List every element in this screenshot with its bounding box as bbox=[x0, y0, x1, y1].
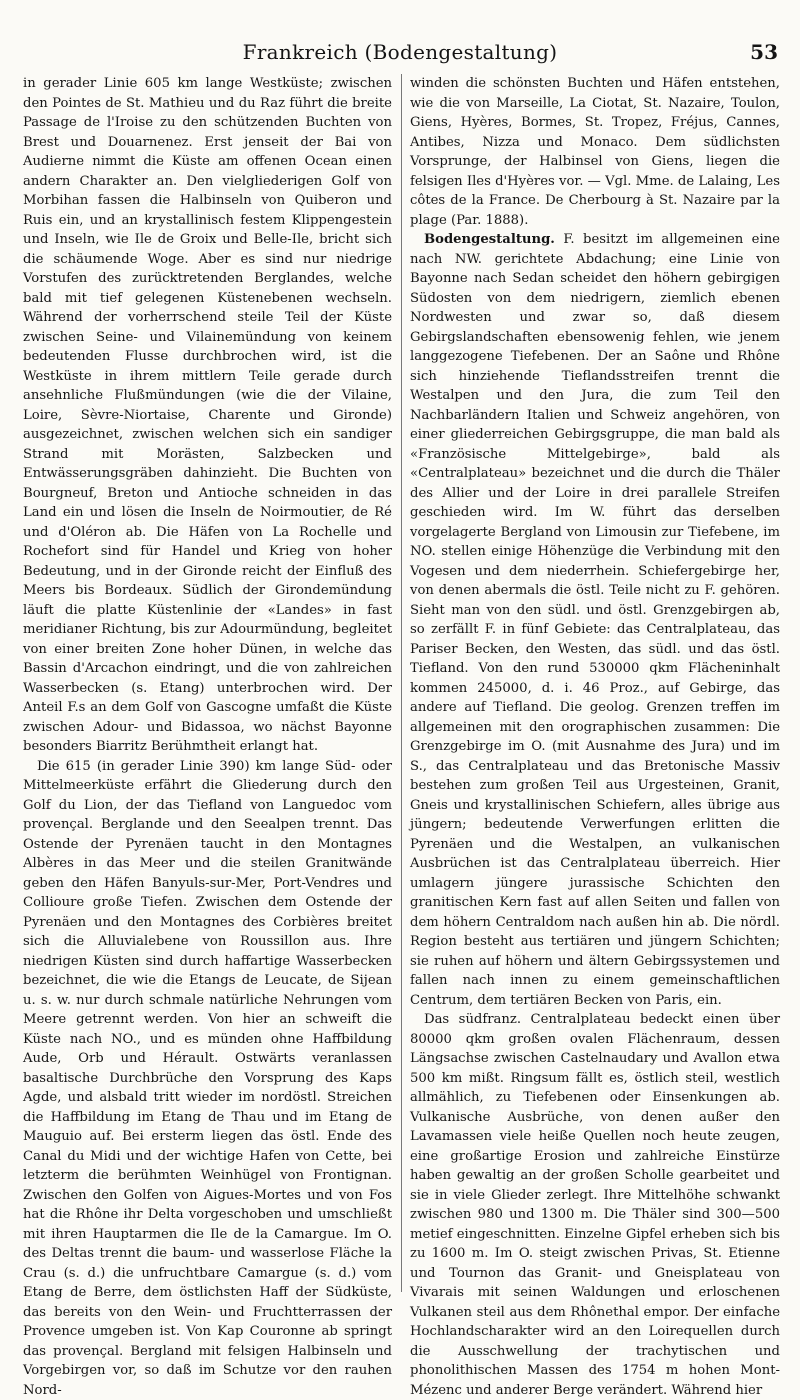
paragraph-westkueste: in gerader Linie 605 km lange Westküste; zwischen den Pointes de St. Mathieu und du Raz führt die breite Passage de l'Iroise zu den schützenden Buchten von Brest und Douarnenez. Erst jenseit der Bai von Audierne nimmt die Küste am offenen Ocean einen andern Charakter an. Den vielgliederigen Golf von Morbihan fassen die Halbinseln von Quiberon und Ruis ein, und an krystallinisch festem Klippengestein und Inseln, wie Ile de Groix und Belle-Ile, bricht sich die schäumende Woge. Aber es sind nur niedrige Vorstufen des zurücktretenden Berglandes, welche bald mit tief gelegenen Küstenebenen wechseln. Während der vorherrschend steile Teil der Küste zwischen Seine- und Vilainemündung von keinem bedeutenden Flusse durchbrochen wird, ist die Westküste in ihrem mittlern Teile gerade durch ansehnliche Flußmündungen (wie die der Vilaine, Loire, Sèvre-Niortaise, Charente und Gironde) ausgezeichnet, zwischen welchen sich ein sandiger Strand mit Morästen, Salzbecken und Entwässerungsgräben dahinzieht. Die Buchten von Bourgneuf, Breton und Antioche schneiden in das Land ein und lösen die Inseln de Noirmoutier, de Ré und d'Oléron ab. Die Häfen von La Rochelle und Rochefort sind für Handel und Krieg von hoher Bedeutung, und in der Gironde reicht der Einfluß des Meers bis Bordeaux. Südlich der Girondemündung läuft die platte Küstenlinie der «Landes» in fast meridianer Richtung, bis zur Adourmündung, begleitet von einer breiten Zone hoher Dünen, in welche das Bassin d'Arcachon eindringt, und die von zahlreichen Wasserbecken (s. Etang) unterbrochen wird. Der Anteil F.s an dem Golf von Gascogne umfaßt die Küste zwischen Adour- und Bidassoa, wo nächst Bayonne besonders Biarritz Berühmtheit erlangt hat. bbox=[23, 74, 392, 757]
right-column bbox=[410, 74, 780, 1292]
paragraph-bodengestaltung bbox=[410, 230, 780, 1010]
paragraph-buchten: winden die schönsten Buchten und Häfen entstehen, wie die von Marseille, La Ciotat, St. Nazaire, Toulon, Giens, Hyères, Bormes, St. Tropez, Fréjus, Cannes, Antibes, Nizza und Monaco. Dem südlichsten Vorsprunge, der Halbinsel von Giens, liegen die felsigen Iles d'Hyères vor. — Vgl. Mme. de Lalaing, Les côtes de la France. De Cherbourg à St. Nazaire par la plage (Par. 1888). bbox=[410, 74, 780, 230]
left-column bbox=[23, 74, 392, 1292]
paragraph-suedkueste: Die 615 (in gerader Linie 390) km lange Süd- oder Mittelmeerküste erfährt die Gliederung durch den Golf du Lion, der das Tiefland von Languedoc vom provençal. Berglande und den Seealpen trennt. Das Ostende der Pyrenäen taucht in den Montagnes Albères in das Meer und die steilen Granitwände geben den Häfen Banyuls-sur-Mer, Port-Vendres und Collioure große Tiefen. Zwischen dem Ostende der Pyrenäen und den Montagnes des Corbières breitet sich die Alluvialebene von Roussillon aus. Ihre niedrigen Küsten sind durch haffartige Wasserbecken bezeichnet, die wie die Etangs de Leucate, de Sijean u. s. w. nur durch schmale natürliche Nehrungen vom Meere getrennt werden. Von hier an schweift die Küste nach NO., und es münden ohne Haffbildung Aude, Orb und Hérault. Ostwärts veranlassen basaltische Durchbrüche den Vorsprung des Kaps Agde, und alsbald tritt wieder im nordöstl. Streichen die Haffbildung im Etang de Thau und im Etang de Mauguio auf. Bei ersterm liegen das östl. Ende des Canal du Midi und der wichtige Hafen von Cette, bei letzterm die berühmten Weinhügel von Frontignan. Zwischen den Golfen von Aigues-Mortes und von Fos hat die Rhône ihr Delta vorgeschoben und umschließt mit ihren Hauptarmen die Ile de la Camargue. Im O. des Deltas trennt die baum- und wasserlose Fläche la Crau (s. d.) die unfruchtbare Camargue (s. d.) vom Etang de Berre, dem östlichsten Haff der Südküste, das bereits von den Wein- und Fruchtterrassen der Provence umgeben ist. Von Kap Couronne ab springt das provençal. Bergland mit felsigen Halbinseln und Vorgebirgen vor, so daß im Schutze vor den rauhen Nord- bbox=[23, 757, 392, 1400]
column-divider bbox=[401, 74, 402, 1292]
page-header bbox=[0, 38, 800, 68]
lemma-bodengestaltung: Bodengestaltung. bbox=[424, 232, 555, 247]
running-title: Frankreich (Bodengestaltung) bbox=[0, 38, 800, 66]
paragraph-centralplateau: Das südfranz. Centralplateau bedeckt einen über 80000 qkm großen ovalen Flächenraum, dessen Längsachse zwischen Castelnaudary und Avallon etwa 500 km mißt. Ringsum fällt es, östlich steil, westlich allmählich, zu Tiefebenen oder Einsenkungen ab. Vulkanische Ausbrüche, von denen außer den Lavamassen viele heiße Quellen noch heute zeugen, eine großartige Erosion und zahlreiche Einstürze haben gewaltig an der großen Scholle gearbeitet und sie in viele Glieder zerlegt. Ihre Mittelhöhe schwankt zwischen 980 und 1300 m. Die Thäler sind 300—500 metief eingeschnitten. Einzelne Gipfel erheben sich bis zu 1600 m. Im O. steigt zwischen Privas, St. Etienne und Tournon das Granit- und Gneisplateau von Vivarais mit seinen Waldungen und erloschenen Vulkanen steil aus dem Rhônethal empor. Der einfache Hochlandscharakter wird an den Loirequellen durch die Ausschwellung der trachytischen und phonolithischen Massen des 1754 m hohen Mont-Mézenc und anderer Berge verändert. Während hier bbox=[410, 1010, 780, 1400]
page-number: 53 bbox=[750, 38, 778, 66]
paragraph-bodengestaltung-text: F. besitzt im allgemeinen eine nach NW. gerichtete Abdachung; eine Linie von Bayonne nach Sedan scheidet den höhern gebirgigen Südosten von dem niedrigern, ziemlich ebenen Nordwesten und zwar so, daß diesem Gebirgslandschaften ebensowenig fehlen, wie jenem langgezogene Tiefebenen. Der an Saône und Rhône sich hinziehende Tieflandsstreifen trennt die Westalpen und den Jura, die zum Teil den Nachbarländern Italien und Schweiz angehören, von einer gliederreichen Gebirgsgruppe, die man bald als «Französische Mittelgebirge», bald als «Centralplateau» bezeichnet und die durch die Thäler des Allier und der Loire in drei parallele Streifen geschieden wird. Im W. führt das derselben vorgelagerte Bergland von Limousin zur Tiefebene, im NO. stellen einige Höhenzüge die Verbindung mit den Vogesen und dem niederrhein. Schiefergebirge her, von denen abermals die östl. Teile nicht zu F. gehören. Sieht man von den südl. und östl. Grenzgebirgen ab, so zerfällt F. in fünf Gebiete: das Centralplateau, das Pariser Becken, den Westen, das südl. und das östl. Tiefland. Von den rund 530000 qkm Flächeninhalt kommen 245000, d. i. 46 Proz., auf Gebirge, das andere auf Tiefland. Die geolog. Grenzen treffen im allgemeinen mit den orographischen zusammen: Die Grenzgebirge im O. (mit Ausnahme des Jura) und im S., das Centralplateau und das Bretonische Massiv bestehen zum großen Teil aus Urgesteinen, Granit, Gneis und krystallinischen Schiefern, alles übrige aus jüngern; bedeutende Verwerfungen erlitten die Pyrenäen und die Westalpen, an vulkanischen Ausbrüchen ist das Centralplateau überreich. Hier umlagern jüngere jurassische Schichten den granitischen Kern fast auf allen Seiten und fallen von dem höhern Centraldom nach außen hin ab. Die nördl. Region besteht aus tertiären und jüngern Schichten; sie ruhen auf höhern und ältern Gebirgssystemen und fallen nach innen zu einem gemeinschaftlichen Centrum, dem tertiären Becken von Paris, ein. bbox=[410, 232, 780, 1008]
